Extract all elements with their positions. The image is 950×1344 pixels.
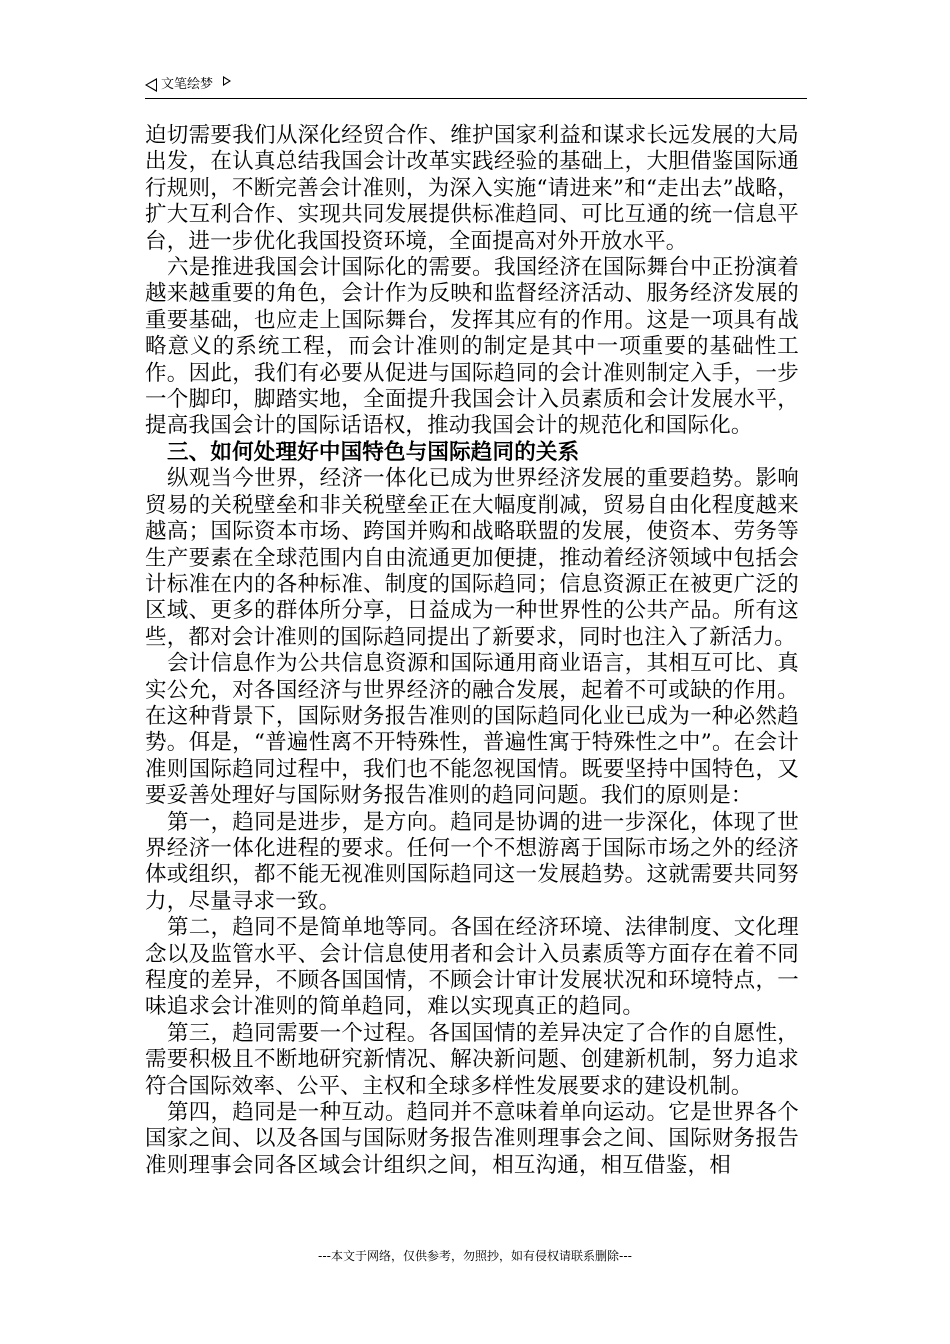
paragraph-principle-third: 第三，趋同需要一个过程。各国国情的差异决定了合作的自愿性，需要积极且不断地研究新情况、解决新问题、创建新机制，努力追求符合国际效率、公平、主权和全球多样性发展要求的建设机制。 (145, 1020, 799, 1099)
triangle-left-icon (145, 78, 157, 92)
header-brand-group (145, 74, 231, 96)
paragraph-accounting-info: 会计信息作为公共信息资源和国际通用商业语言，其相互可比、真实公允，对各国经济与世界经济的融合发展，起着不可或缺的作用。在这种背景下，国际财务报告准则的国际趋同化业已成为一种必然趋势。佴是，“普遍性离不开特殊性，普遍性寓于特殊性之中”。在会计准则国际趋同过程中，我们也不能忽视国情。既要坚持中国特色，又要妥善处理好与国际财务报告准则的趋同问题。我们的原则是： (145, 651, 799, 809)
triangle-right-icon (223, 76, 231, 86)
document-body (145, 123, 799, 1179)
page-header (145, 74, 807, 99)
paragraph-six: 六是推进我国会计国际化的需要。我国经济在国际舞台中正扮演着越来越重要的角色，会计作为反映和监督经济活动、服务经济发展的重要基础，也应走上国际舞台，发挥其应有的作用。这是一项具有战略意义的系统工程，而会计准则的制定是其中一项重要的基础性工作。因此，我们有必要从促进与国际趋同的会计准则制定入手，一步一个脚印，脚踏实地，全面提升我国会计入员素质和会计发展水平，提高我国会计的国际话语权，推动我国会计的规范化和国际化。 (145, 255, 799, 439)
page-footer: ---本文于网络，仅供参考，勿照抄，如有侵权请联系删除--- (318, 1249, 632, 1263)
paragraph-world-economy: 纵观当今世界，经济一体化已成为世界经济发展的重要趋势。影响贸易的关税壁垒和非关税壁垒正在大幅度削减，贸易自由化程度越来越高；国际资本市场、跨国并购和战略联盟的发展，使资本、劳务等生产要素在全球范围内自由流通更加便捷，推动着经济领域中包括会计标准在内的各种标准、制度的国际趋同；信息资源正在被更广泛的区域、更多的群体所分享，日益成为一种世界性的公共产品。所有这些，都对会计准则的国际趋同提出了新要求，同时也注入了新活力。 (145, 466, 799, 650)
paragraph-principle-first: 第一，趋同是进步，是方向。趋同是协调的进一步深化，体现了世界经济一体化进程的要求。任何一个不想游离于国际市场之外的经济体或组织，都不能无视准则国际趋同这一发展趋势。这就需要共同努力，尽量寻求一致。 (145, 809, 799, 914)
paragraph-continued: 迫切需要我们从深化经贸合作、维护国家利益和谋求长远发展的大局出发，在认真总结我国会计改革实践经验的基础上，大胆借鉴国际通行规则，不断完善会计准则，为深入实施“请进来”和“走出去”战略，扩大互利合作、实现共同发展提供标准趋同、可比互通的统一信息平台，进一步优化我国投资环境，全面提高对外开放水平。 (145, 123, 799, 254)
header-brand: 文笔绘梦 (161, 77, 214, 92)
section-heading: 三、如何处理好中国特色与国际趋同的关系 (167, 439, 580, 465)
paragraph-principle-fourth: 第四，趋同是一种互动。趋同并不意味着单向运动。它是世界各个国家之间、以及各国与国际财务报告准则理事会之间、国际财务报告准则理事会同各区域会计组织之间，相互沟通，相互借鉴，相 (145, 1100, 799, 1178)
paragraph-principle-second: 第二，趋同不是简单地等同。各国在经济环境、法律制度、文化理念以及监管水平、会计信息使用者和会计入员素质等方面存在着不同程度的差异，不顾各国国情，不顾会计审计发展状况和环境特点，一味追求会计准则的简单趋同，难以实现真正的趋同。 (145, 915, 799, 1020)
